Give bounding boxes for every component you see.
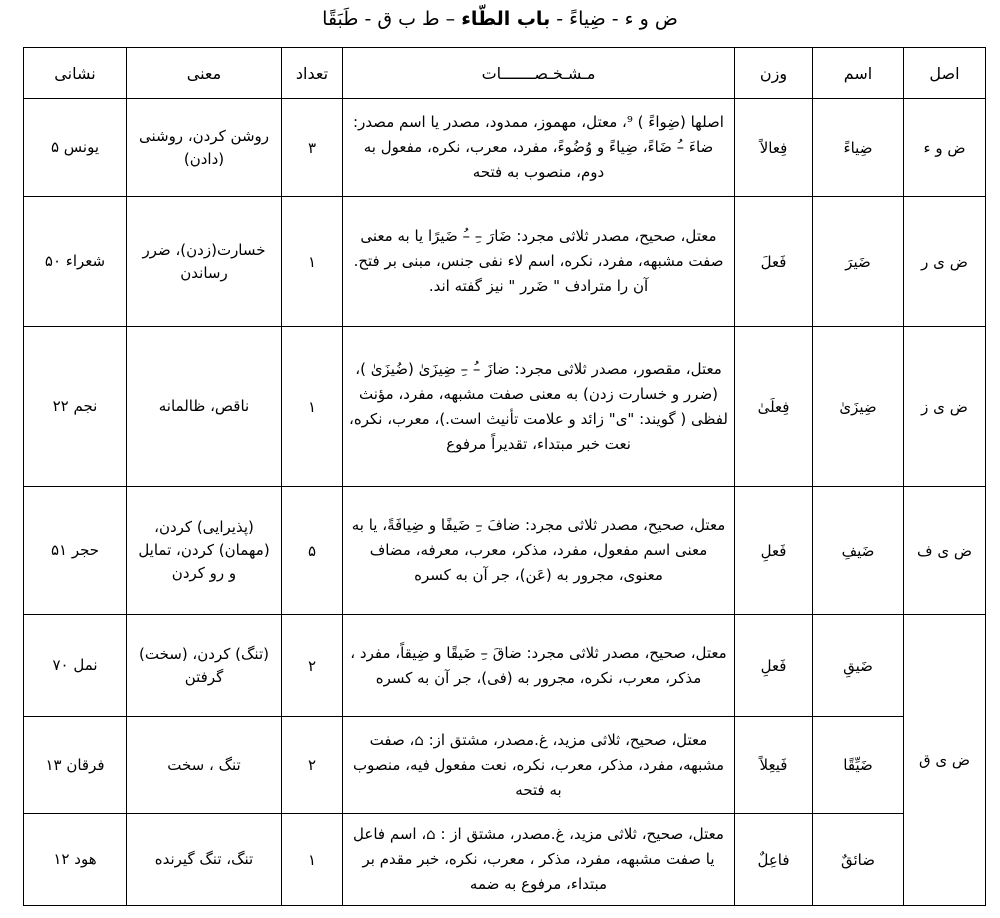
table-row xyxy=(24,487,986,615)
wazn-cell: فَیعِلاً xyxy=(735,717,813,814)
sign-cell: نمل ۷۰ xyxy=(24,615,127,717)
ism-cell: ضِیاءً xyxy=(813,99,904,197)
title-part-3: – ط ب ق - طَبَقًا xyxy=(322,8,462,30)
ism-cell: ضَیرَ xyxy=(813,197,904,327)
count-cell: ۱ xyxy=(282,197,343,327)
wazn-cell: فَعلَ xyxy=(735,197,813,327)
ism-cell: ضَیِّقًا xyxy=(813,717,904,814)
sign-cell: حجر ۵۱ xyxy=(24,487,127,615)
sign-cell: هود ۱۲ xyxy=(24,814,127,906)
header-row xyxy=(24,48,986,99)
sign-cell: فرقان ۱۳ xyxy=(24,717,127,814)
table-row xyxy=(24,99,986,197)
meaning-cell: روشن کردن، روشنی (دادن) xyxy=(127,99,282,197)
col-header-ism: اسم xyxy=(813,48,904,99)
col-header-wazn: وزن xyxy=(735,48,813,99)
meaning-cell: تنگ ، سخت xyxy=(127,717,282,814)
col-header-count: تعداد xyxy=(282,48,343,99)
wazn-cell: فَعلِ xyxy=(735,487,813,615)
col-header-meaning: معنی xyxy=(127,48,282,99)
count-cell: ۵ xyxy=(282,487,343,615)
table-row xyxy=(24,814,986,906)
description-cell: معتل، صحیح، مصدر ثلاثی مجرد: ضَارَ –ِ –ُ ضَیرًا یا به معنی صفت مشبهه، مفرد، نکره، اسم لاء نفی جنس، مبنی بر فتح. آن را مترادف " ضَرر " نیز گفته اند. xyxy=(343,197,735,327)
title-part-1: ض و ء - ضِیاءً - xyxy=(550,8,678,30)
table-row xyxy=(24,615,986,717)
col-header-sign: نشانی xyxy=(24,48,127,99)
meaning-cell: خسارت(زدن)، ضرر رساندن xyxy=(127,197,282,327)
title-part-2: باب الطّاء xyxy=(461,8,551,30)
page-title xyxy=(0,0,1000,38)
meaning-cell: ناقص، ظالمانه xyxy=(127,327,282,487)
description-cell: معتل، مقصور، مصدر ثلاثی مجرد: ضازَ –ُ –ِ ضِیزَیٰ (ضُیزَیٰ )، (ضرر و خسارت زدن) به معنی صفت مشبهه، مفرد، مؤنث لفظی ( گویند: "ی" زائد و علامت تأنیث است.)، معرب، نکره، نعت خبر مبتداء، تقدیراً مرفوع xyxy=(343,327,735,487)
count-cell: ۳ xyxy=(282,99,343,197)
sign-cell: یونس ۵ xyxy=(24,99,127,197)
meaning-cell: تنگ، تنگ گیرنده xyxy=(127,814,282,906)
count-cell: ۱ xyxy=(282,814,343,906)
ism-cell: ضِیزَیٰ xyxy=(813,327,904,487)
sign-cell: نجم ۲۲ xyxy=(24,327,127,487)
asl-cell: ض ی ر xyxy=(904,197,986,327)
table-row xyxy=(24,327,986,487)
count-cell: ۱ xyxy=(282,327,343,487)
ism-cell: ضائقٌ xyxy=(813,814,904,906)
count-cell: ۲ xyxy=(282,717,343,814)
ism-cell: ضَیفِ xyxy=(813,487,904,615)
wazn-cell: فاعِلٌ xyxy=(735,814,813,906)
col-header-asl: اصل xyxy=(904,48,986,99)
table-row xyxy=(24,717,986,814)
count-cell: ۲ xyxy=(282,615,343,717)
wazn-cell: فِعلَیٰ xyxy=(735,327,813,487)
asl-cell: ض ی ز xyxy=(904,327,986,487)
asl-cell: ض ی ف xyxy=(904,487,986,615)
description-cell: معتل، صحیح، ثلاثی مزید، غ.مصدر، مشتق از: ⌂، صفت مشبهه، مفرد، مذکر، معرب، نکره، نعت مفعول فیه، منصوب به فتحه xyxy=(343,717,735,814)
lexicon-table xyxy=(23,47,986,906)
description-cell: اصلها (ضِواءً ) ⁹، معتل، مهموز، ممدود، مصدر یا اسم مصدر: ضاءَ –ُ ضَاءً، ضِیاءً و وُضُوءً، مفرد، معرب، نکره، مفعول به دوم، منصوب به فتحه xyxy=(343,99,735,197)
asl-cell: ض و ء xyxy=(904,99,986,197)
table-row xyxy=(24,197,986,327)
description-cell: معتل، صحیح، مصدر ثلاثی مجرد: ضاقَ –ِ ضَیقًا و ضِیقاً، مفرد ، مذکر، معرب، نکره، مجرور به (فی)، جر آن به کسره xyxy=(343,615,735,717)
sign-cell: شعراء ۵۰ xyxy=(24,197,127,327)
description-cell: معتل، صحیح، ثلاثی مزید، غ.مصدر، مشتق از : ⌂، اسم فاعل یا صفت مشبهه، مفرد، مذکر ، معرب، نکره، خبر مقدم بر مبتداء، مرفوع به ضمه xyxy=(343,814,735,906)
col-header-description: مـشـخـصـــــــات xyxy=(343,48,735,99)
asl-cell: ض ی ق xyxy=(904,615,986,906)
wazn-cell: فِعالاً xyxy=(735,99,813,197)
wazn-cell: فَعلِ xyxy=(735,615,813,717)
ism-cell: ضَیقِ xyxy=(813,615,904,717)
meaning-cell: (تنگ) کردن، (سخت) گرفتن xyxy=(127,615,282,717)
description-cell: معتل، صحیح، مصدر ثلاثی مجرد: ضافَ –ِ ضَیفًا و ضِیافَةً، یا به معنی اسم مفعول، مفرد، مذکر، معرب، معرفه، مضاف معنوی، مجرور به (عَن)، جر آن به کسره xyxy=(343,487,735,615)
meaning-cell: (پذیرایی) کردن، (مهمان) کردن، تمایل و رو کردن xyxy=(127,487,282,615)
